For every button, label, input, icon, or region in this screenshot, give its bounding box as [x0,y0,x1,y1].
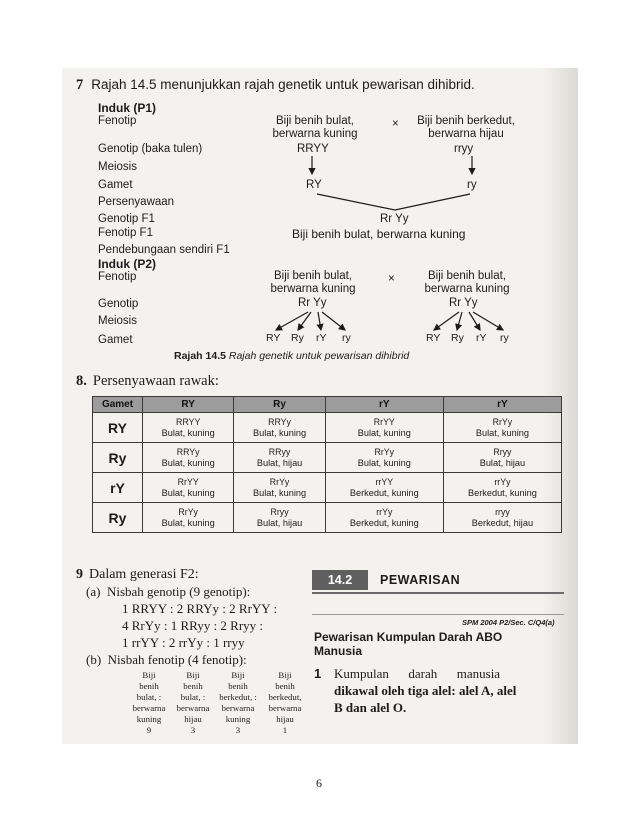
label-gamet: Gamet [98,179,133,191]
label-meiosis: Meiosis [98,161,137,173]
point-line: B dan alel O. [334,700,407,715]
label-genotip: Genotip [98,298,139,310]
phenotype-word: berwarna [132,703,166,713]
p2-gamete-a-3: rY [316,332,327,344]
p2-gamete-b-3: rY [476,332,487,344]
part-label: (a) [86,584,101,599]
table-header-row [93,397,562,413]
cell-genotype: rrYy [494,476,511,487]
column-header: Ry [234,397,325,413]
cell-genotype: RrYY [373,416,395,427]
arrow-gamete [434,312,459,330]
label-fenotip-f1: Fenotip F1 [98,227,153,239]
label-meiosis: Meiosis [98,315,137,327]
cell-genotype: Rryy [493,446,512,457]
fertilisation-lines [317,194,470,210]
cell-genotype: RrYy [269,476,290,487]
part-text: Nisbah fenotip (4 fenotip): [107,652,247,667]
label-induk-p2: Induk (P2) [98,257,157,271]
cell-phenotype: Berkedut, kuning [349,487,419,498]
row-header: Ry [93,503,143,533]
subsection-title [314,630,502,658]
punnett-square [92,396,562,533]
label-gamet: Gamet [98,334,133,346]
cell-phenotype: Berkedut, kuning [467,487,537,498]
cell-genotype: RrYy [178,506,198,517]
p1-parent-a-genotype: RRYY [297,143,329,155]
label-induk-p1: Induk (P1) [98,101,157,115]
table-cell [234,503,325,533]
cell-genotype: RRYy [268,416,291,427]
phenotype-ratio: 9 [146,725,152,735]
cell-phenotype: Bulat, hijau [479,457,526,468]
spm-divider [312,614,564,615]
cell-genotype: rrYy [376,506,393,517]
p2-gamete-a-1: RY [266,332,281,344]
phenotype-word: berwarna [176,703,210,713]
cell-phenotype: Bulat, kuning [161,457,215,468]
subtitle-line: Pewarisan Kumpulan Darah ABO [314,630,503,644]
section-title: PEWARISAN [380,573,461,587]
p2-gamete-b-2: Ry [451,332,464,344]
point-line: dikawal oleh tiga alel: alel A, alel [334,683,517,698]
point-1-text [334,665,516,716]
label-fenotip: Fenotip [98,115,137,127]
phenotype-column [262,670,308,736]
cell-genotype: RrYy [374,446,395,457]
cell-genotype: RrYy [492,416,513,427]
phenotype-word: berwarna [221,703,255,713]
question-text: Dalam generasi F2: [89,567,199,582]
genotype-ratio-line: 1 rrYY : 2 rrYy : 1 rryy [122,635,245,650]
cell-phenotype: Bulat, kuning [161,427,215,438]
phenotype-word: Biji [186,670,200,680]
phenotype-line: berwarna kuning [272,128,358,140]
cell-phenotype: Bulat, kuning [253,487,307,498]
p1-gamete-a: RY [306,179,322,191]
cell-genotype: RRYY [176,416,201,427]
phenotype-column [212,670,264,736]
phenotype-word: berwarna [268,703,302,713]
section-divider [312,592,564,594]
question-9 [76,567,199,583]
table-row [93,443,562,473]
label-genotip-baka-tulen: Genotip (baka tulen) [98,143,203,155]
label-genotip-f1: Genotip F1 [98,213,155,225]
p1-gamete-b: ry [467,179,477,191]
f1-phenotype: Biji benih bulat, berwarna kuning [292,227,466,241]
arrow-gamete [322,312,345,330]
phenotype-word: benih [139,681,159,691]
f1-genotype: Rr Yy [380,213,409,225]
table-cell [443,443,561,473]
arrow-gamete [473,312,503,330]
question-text: Rajah 14.5 menunjukkan rajah genetik untuk pewarisan dihibrid. [91,77,475,92]
table-cell [325,413,443,443]
table-cell [143,473,234,503]
question-number: 7 [76,77,84,93]
section-number-badge: 14.2 [312,570,368,590]
table-cell [143,503,234,533]
table-cell [234,413,325,443]
table-row [93,503,562,533]
phenotype-column [126,670,172,736]
column-header: RY [143,397,234,413]
point-1 [314,665,321,682]
phenotype-column [170,670,216,736]
caption-label: Rajah 14.5 [174,350,226,362]
phenotype-line: Biji benih bulat, [428,270,506,282]
p2-parent-a-genotype: Rr Yy [298,297,327,309]
cell-phenotype: Bulat, kuning [357,457,411,468]
phenotype-ratio: 1 [282,725,288,735]
phenotype-word: hijau [276,714,294,724]
phenotype-word: Biji [278,670,292,680]
scanned-page [62,68,578,744]
cell-phenotype: Bulat, kuning [161,517,215,528]
table-row [93,473,562,503]
subtitle-line: Manusia [314,644,363,658]
p2-gamete-b-4: ry [500,332,509,344]
phenotype-word: Biji [142,670,156,680]
table-cell [143,413,234,443]
part-label: (b) [86,652,102,667]
phenotype-line: berwarna kuning [424,283,510,295]
phenotype-word: benih [275,681,295,691]
phenotype-word: berkedut, [268,692,302,702]
phenotype-line: Biji benih berkedut, [417,115,515,127]
phenotype-word: Biji [231,670,245,680]
table-cell [234,443,325,473]
figure-caption [174,350,409,362]
p2-gamete-a-4: ry [342,332,351,344]
arrow-gamete [276,312,308,330]
phenotype-line: Biji benih bulat, [274,270,352,282]
arrow-gamete [457,312,462,330]
column-header: rY [443,397,561,413]
phenotype-word: benih [183,681,203,691]
cell-phenotype: Bulat, hijau [256,517,303,528]
question-8 [76,373,219,390]
cell-genotype: rrYY [375,476,394,487]
table-cell [325,473,443,503]
arrow-gamete [298,312,311,330]
p2-cross-symbol: × [388,273,395,285]
part-text: Nisbah genotip (9 genotip): [106,584,251,599]
phenotype-word: hijau [184,714,202,724]
corner-header: Gamet [93,397,143,413]
table-cell [443,503,561,533]
cell-phenotype: Bulat, kuning [161,487,215,498]
phenotype-line: berwarna kuning [270,283,356,295]
phenotype-word: bulat, : [180,692,206,702]
row-header: rY [93,473,143,503]
cell-phenotype: Bulat, kuning [253,427,307,438]
arrow-gamete [318,312,321,330]
label-fenotip: Fenotip [98,271,137,283]
phenotype-line: berwarna hijau [428,128,504,140]
genotype-ratio-line: 1 RRYY : 2 RRYy : 2 RrYY : [122,601,278,616]
table-row [93,413,562,443]
phenotype-word: berkedut, : [219,692,257,702]
table-cell [443,413,561,443]
point-number: 1 [314,666,322,681]
phenotype-line: Biji benih bulat, [276,115,354,127]
table-cell [443,473,561,503]
question-number: 9 [76,567,83,582]
cell-phenotype: Berkedut, hijau [471,517,534,528]
p2-gamete-b-1: RY [426,332,441,344]
cell-phenotype: Bulat, kuning [357,427,411,438]
p2-gamete-a-2: Ry [291,332,304,344]
row-header: Ry [93,443,143,473]
page-number: 6 [316,776,322,790]
spm-reference: SPM 2004 P2/Sec. C/Q4(a) [462,618,555,627]
phenotype-ratio: 3 [190,725,196,735]
label-persenyawaan: Persenyawaan [98,196,175,208]
row-header: RY [93,413,143,443]
cell-genotype: rryy [495,506,510,517]
phenotype-word: kuning [225,714,251,724]
cell-genotype: Rryy [270,506,289,517]
p1-cross-symbol: × [392,118,399,130]
genotype-ratio-line: 4 RrYy : 1 RRyy : 2 Rryy : [122,618,264,633]
part-a [86,584,250,600]
p2-parent-b-genotype: Rr Yy [449,297,478,309]
point-line: Kumpulan darah manusia [334,666,501,681]
label-pendebungaan-sendiri: Pendebungaan sendiri F1 [98,244,230,256]
phenotype-word: bulat, : [136,692,162,702]
cell-phenotype: Bulat, hijau [256,457,303,468]
question-number: 8. [76,373,87,389]
cell-genotype: RrYY [177,476,199,487]
part-b [86,652,247,668]
genetic-diagram-lines [62,68,578,368]
caption-text: Rajah genetik untuk pewarisan dihibrid [228,350,410,362]
cell-genotype: RRYy [176,446,200,457]
cell-phenotype: Bulat, kuning [475,427,529,438]
table-cell [325,503,443,533]
table-cell [234,473,325,503]
table-cell [325,443,443,473]
cell-genotype: RRyy [268,446,291,457]
cell-phenotype: Berkedut, kuning [349,517,419,528]
phenotype-ratio: 3 [235,725,241,735]
question-text: Persenyawaan rawak: [92,373,219,389]
column-header: rY [325,397,443,413]
phenotype-word: kuning [136,714,162,724]
phenotype-word: benih [228,681,248,691]
p1-parent-b-genotype: rryy [454,143,474,155]
table-cell [143,443,234,473]
